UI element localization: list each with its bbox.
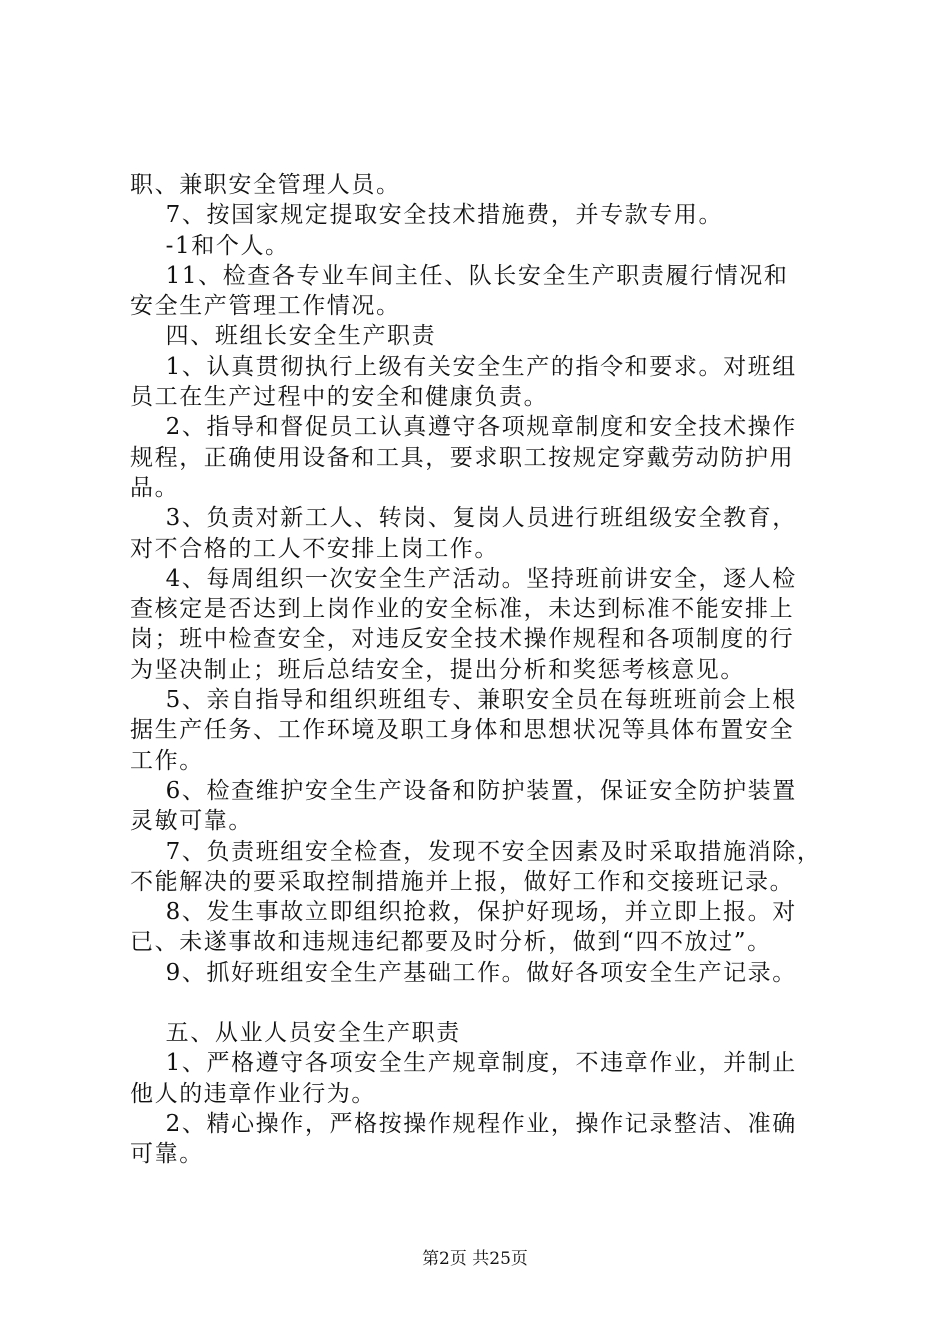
text-line: 为坚决制止；班后总结安全，提出分析和奖惩考核意见。: [130, 656, 745, 683]
text-line: 6、检查维护安全生产设备和防护装置，保证安全防护装置: [130, 777, 797, 804]
text-line: 4、每周组织一次安全生产活动。坚持班前讲安全，逐人检: [130, 565, 797, 592]
text-line: 11、检查各专业车间主任、队长安全生产职责履行情况和: [130, 262, 789, 289]
text-line: 工作。: [130, 747, 204, 774]
paragraph-gap: [130, 988, 830, 1018]
text-line: 对不合格的工人不安排上岗工作。: [130, 535, 499, 562]
text-line: 9、抓好班组安全生产基础工作。做好各项安全生产记录。: [130, 959, 797, 986]
text-line: 员工在生产过程中的安全和健康负责。: [130, 384, 549, 411]
text-line: 岗；班中检查安全，对违反安全技术操作规程和各项制度的行: [130, 626, 795, 653]
text-line: 四、班组长安全生产职责: [130, 323, 437, 350]
text-line: 7、负责班组安全检查，发现不安全因素及时采取措施消除，: [130, 838, 822, 865]
text-line: 可靠。: [130, 1141, 204, 1168]
text-line: 职、兼职安全管理人员。: [130, 172, 401, 198]
text-line: -1和个人。: [130, 232, 290, 259]
paragraph-block: [130, 170, 830, 988]
text-line: 3、负责对新工人、转岗、复岗人员进行班组级安全教育，: [130, 505, 797, 532]
text-line: 灵敏可靠。: [130, 808, 253, 835]
text-line: 不能解决的要采取控制措施并上报，做好工作和交接班记录。: [130, 868, 795, 895]
text-line: 品。: [130, 474, 180, 501]
page-footer: 第2页 共25页: [422, 1249, 528, 1269]
text-line: 1、认真贯彻执行上级有关安全生产的指令和要求。对班组: [130, 353, 797, 380]
text-line: 据生产任务、工作环境及职工身体和思想状况等具体布置安全: [130, 717, 795, 744]
text-line: 1、严格遵守各项安全生产规章制度，不违章作业，并制止: [130, 1050, 797, 1077]
text-line: 8、发生事故立即组织抢救，保护好现场，并立即上报。对: [130, 899, 797, 926]
text-line: 安全生产管理工作情况。: [130, 293, 401, 320]
text-line: 7、按国家规定提取安全技术措施费，并专款专用。: [130, 202, 724, 229]
text-line: 已、未遂事故和违规违纪都要及时分析，做到“四不放过”。: [130, 929, 772, 956]
text-line: 规程，正确使用设备和工具，要求职工按规定穿戴劳动防护用: [130, 444, 795, 471]
text-line: 他人的违章作业行为。: [130, 1080, 376, 1107]
text-line: 查核定是否达到上岗作业的安全标准，未达到标准不能安排上: [130, 596, 795, 623]
paragraph-block: [130, 1018, 830, 1169]
text-line: 5、亲自指导和组织班组专、兼职安全员在每班班前会上根: [130, 687, 797, 714]
text-line: 2、指导和督促员工认真遵守各项规章制度和安全技术操作: [130, 414, 797, 441]
text-line: 2、精心操作，严格按操作规程作业，操作记录整洁、准确: [130, 1110, 797, 1137]
document-body: [130, 170, 830, 1170]
text-line: 五、从业人员安全生产职责: [130, 1020, 461, 1047]
